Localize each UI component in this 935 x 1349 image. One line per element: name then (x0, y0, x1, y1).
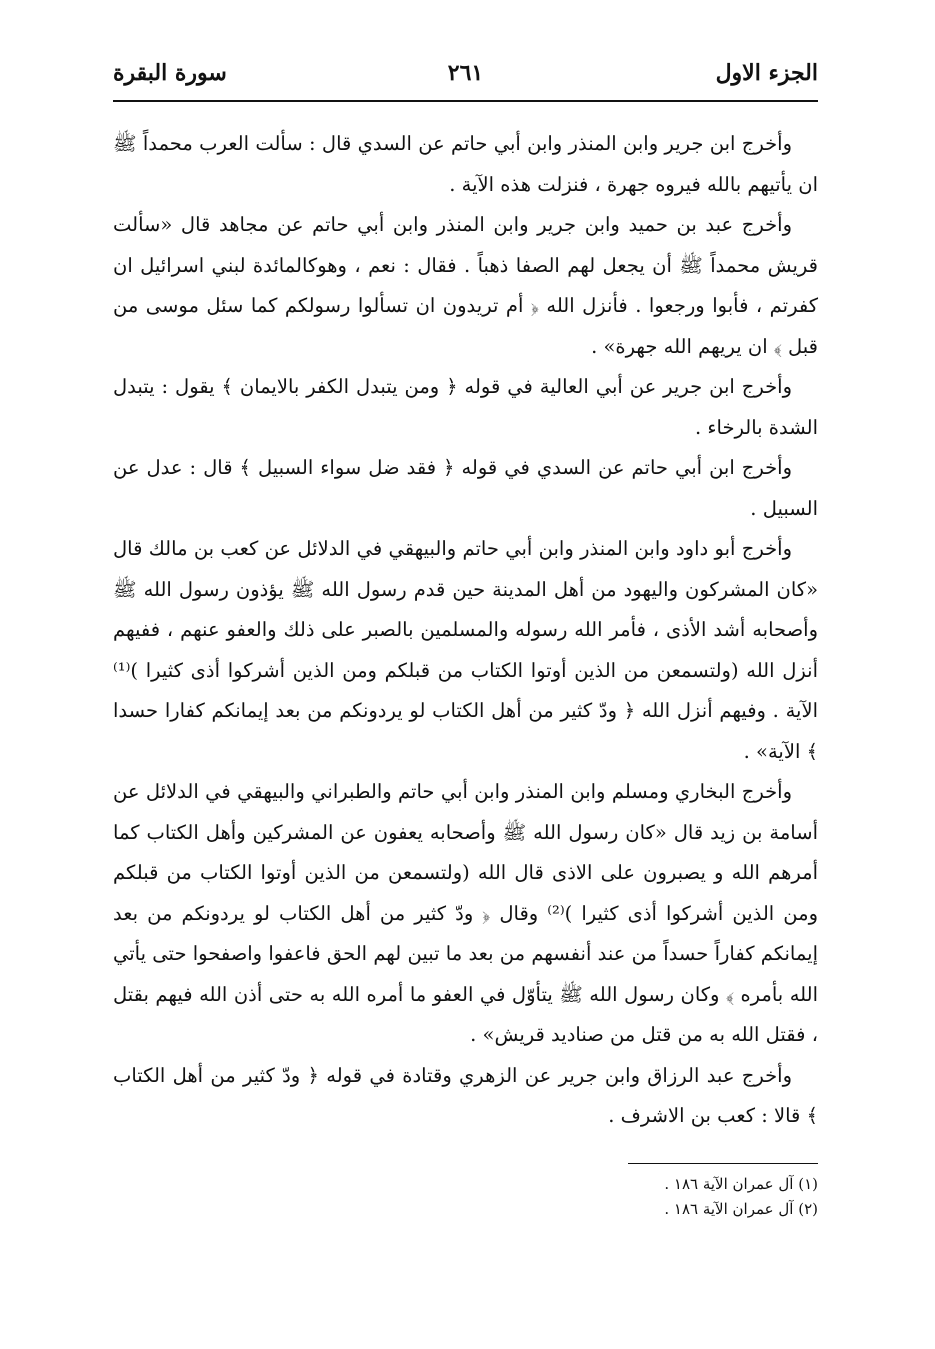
paragraph: وأخرج أبو داود وابن المنذر وابن أبي حاتم والبيهقي في الدلائل عن كعب بن مالك قال «كان المشركون واليهود من أهل المدينة حين قدم رسول الله ﷺ يؤذون رسول الله ﷺ وأصحابه أشد الأذى ، فأمر الله رسوله والمسلمين بالصبر على ذلك والعفو عنهم ، ففيهم أنزل الله (ولتسمعن من الذين أوتوا الكتاب من قبلكم ومن الذين أشركوا أذى كثيرا )⁽¹⁾ الآية . وفيهم أنزل الله ﴿ ودّ كثير من أهل الكتاب لو يردونكم من بعد إيمانكم كفارا حسدا ﴾ الآية» . (113, 537, 818, 763)
page-header (113, 52, 818, 102)
footnote: (١) آل عمران الآية ١٨٦ . (664, 1174, 818, 1193)
part-title: الجزء الاول (715, 60, 818, 86)
paragraph: وأخرج عبد بن حميد وابن جرير وابن المنذر وابن أبي حاتم عن مجاهد قال «سألت قريش محمداً ﷺ أن يجعل لهم الصفا ذهباً . فقال : نعم ، وهوكالمائدة لبني اسرائيل ان كفرتم ، فأبوا ورجعوا . فأنزل الله ﴿ أم تريدون ان تسألوا رسولكم كما سئل موسى من قبل ﴾ ان يريهم الله جهرة» . (113, 213, 818, 358)
book-page (113, 52, 818, 1222)
paragraph: وأخرج ابن جرير عن أبي العالية في قوله ﴿ ومن يتبدل الكفر بالايمان ﴾ يقول : يتبدل الشدة بالرخاء . (113, 375, 818, 439)
paragraph: وأخرج ابن جرير وابن المنذر وابن أبي حاتم عن السدي قال : سألت العرب محمداً ﷺ ان يأتيهم بالله فيروه جهرة ، فنزلت هذه الآية . (113, 132, 818, 196)
footnote: (٢) آل عمران الآية ١٨٦ . (664, 1199, 818, 1218)
paragraph: وأخرج عبد الرزاق وابن جرير عن الزهري وقتادة في قوله ﴿ ودّ كثير من أهل الكتاب ﴾ قالا : كعب بن الاشرف . (113, 1063, 818, 1127)
footnotes (113, 1163, 818, 1222)
paragraph: وأخرج ابن أبي حاتم عن السدي في قوله ﴿ فقد ضل سواء السبيل ﴾ قال : عدل عن السبيل . (113, 456, 818, 520)
paragraph: وأخرج البخاري ومسلم وابن المنذر وابن أبي حاتم والطبراني والبيهقي في الدلائل عن أسامة بن زيد قال «كان رسول الله ﷺ وأصحابه يعفون عن المشركين وأهل الكتاب كما أمرهم الله و يصبرون على الاذى قال الله (ولتسمعن من الذين أوتوا الكتاب من قبلكم ومن الذين أشركوا أذى كثيرا )⁽²⁾ وقال ﴿ ودّ كثير من أهل الكتاب لو يردونكم من بعد إيمانكم كفاراً حسداً من عند أنفسهم من بعد ما تبين لهم الحق فاعفوا واصفحوا حتى يأتي الله بأمره ﴾ وكان رسول الله ﷺ يتأوّل في العفو ما أمره الله به حتى أذن الله فيهم بقتل ، فقتل الله به من قتل من صناديد قريش» . (113, 780, 818, 1046)
surah-title: سورة البقرة (113, 60, 227, 86)
page-number: ٢٦١ (447, 60, 484, 86)
page-body (113, 124, 818, 1137)
footnote-divider (628, 1163, 818, 1164)
